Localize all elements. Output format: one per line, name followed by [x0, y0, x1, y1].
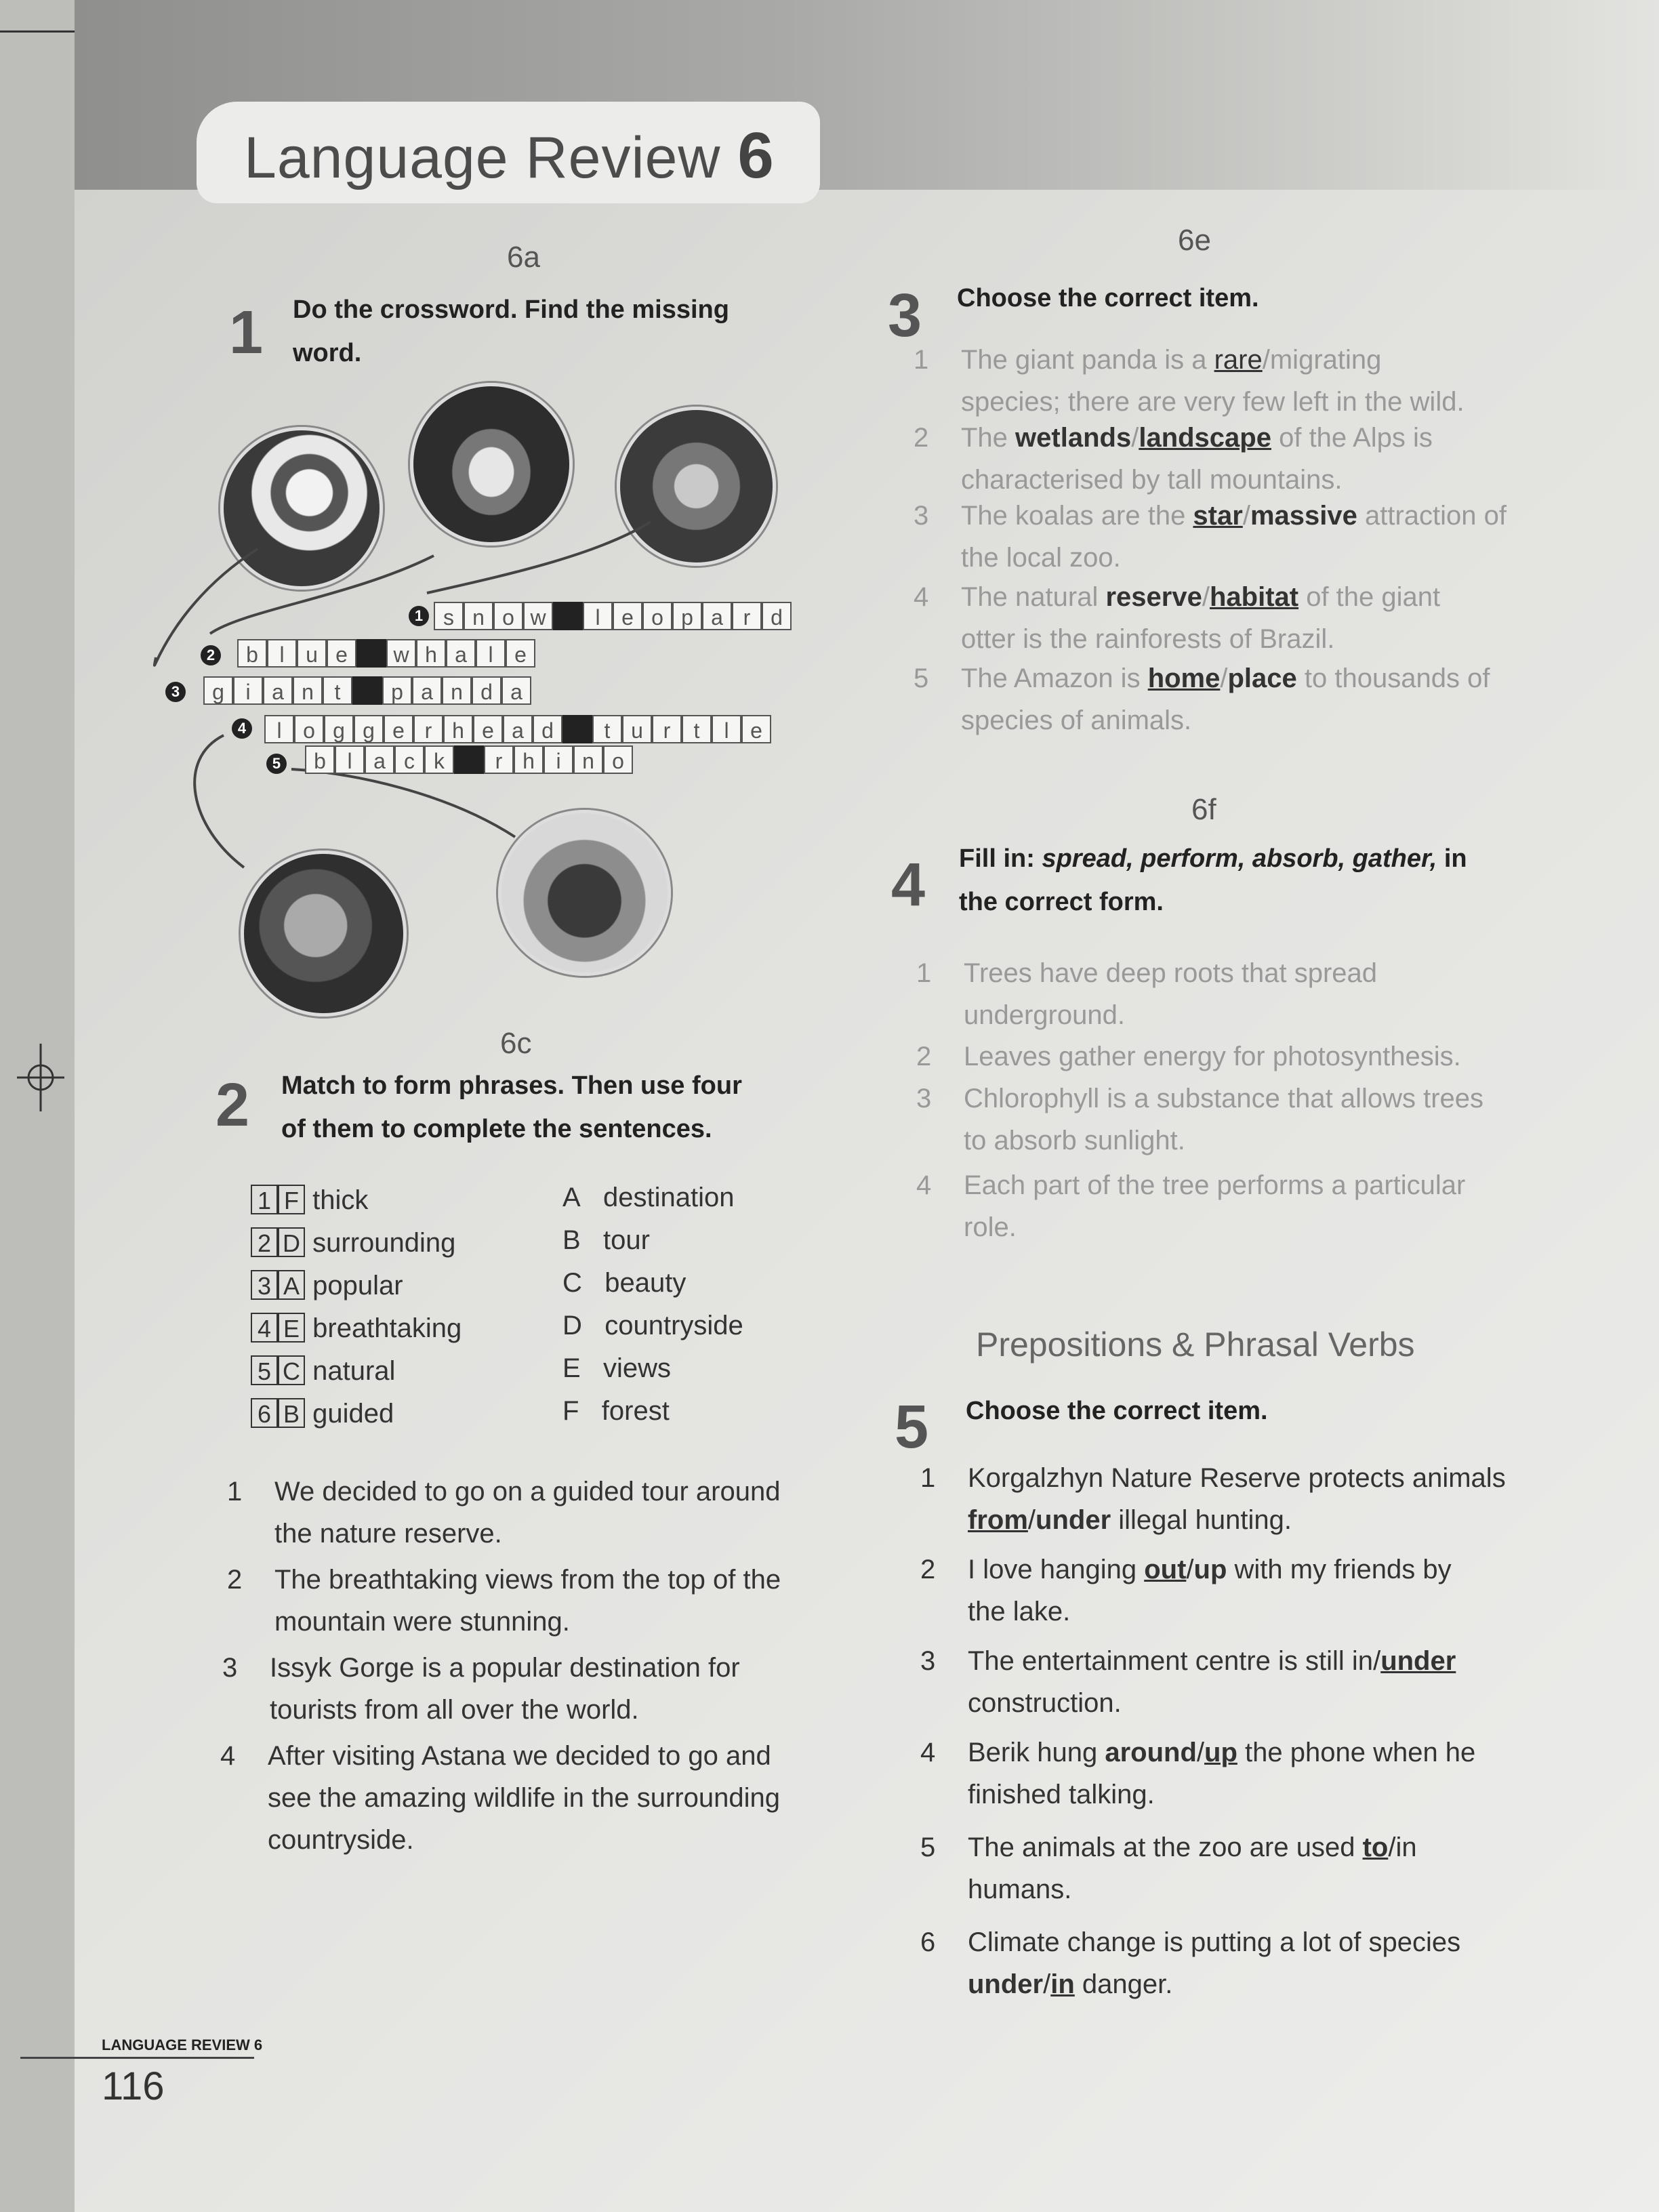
match-right-E — [562, 1353, 671, 1384]
crossword-cell: p — [672, 602, 702, 630]
crossword-cell: u — [297, 639, 327, 668]
match-word: views — [603, 1353, 672, 1383]
crossword-cell: r — [732, 602, 762, 630]
option-1: wetlands — [1015, 423, 1132, 453]
crop-mark — [0, 30, 75, 33]
item-text: with my friends by — [1227, 1555, 1452, 1584]
ex4-item-3 — [916, 1078, 1553, 1162]
exercise-1-number: 1 — [229, 299, 264, 367]
match-left-1 — [251, 1185, 368, 1216]
item-text: illegal hunting. — [1111, 1505, 1292, 1535]
match-answer: B — [278, 1398, 305, 1428]
item-line: otter is the rainforests of Brazil. — [961, 624, 1335, 654]
item-number: 2 — [914, 423, 929, 453]
section-6e: 6e — [1178, 224, 1211, 257]
item-line: finished talking. — [968, 1780, 1155, 1809]
match-word: forest — [601, 1396, 670, 1426]
crossword-black-cell — [454, 745, 484, 774]
crossword-cell: b — [305, 745, 335, 774]
crossword-cell: k — [424, 745, 454, 774]
item-number: 2 — [227, 1565, 243, 1595]
option-1: out — [1144, 1555, 1187, 1584]
crossword-cell: o — [603, 745, 633, 774]
crossword-cell: g — [354, 715, 384, 743]
item-text: Berik hung — [968, 1738, 1105, 1767]
match-word: tour — [603, 1225, 650, 1255]
crossword-cell: a — [412, 676, 442, 705]
item-line: species; there are very few left in the wild. — [961, 387, 1465, 417]
option-2: habitat — [1209, 582, 1299, 612]
crossword-cell: l — [335, 745, 365, 774]
match-answer: F — [278, 1185, 305, 1214]
item-number: 4 — [914, 582, 929, 612]
match-left-2 — [251, 1227, 455, 1258]
match-answer: D — [278, 1227, 305, 1257]
crossword-clue-number: 5 — [266, 754, 287, 774]
match-right-A — [562, 1183, 735, 1213]
crossword-cell: e — [327, 639, 356, 668]
match-left-5 — [251, 1355, 395, 1387]
item-text: attraction of — [1357, 501, 1507, 531]
crossword-cell: o — [642, 602, 672, 630]
crossword-clue-number: 4 — [232, 718, 252, 739]
crossword-cell: o — [493, 602, 523, 630]
match-letter: C — [562, 1268, 582, 1298]
ex3-item-2: 2 The wetlands/landscape of the Alps is characterised by tall mountains. — [914, 417, 1551, 501]
crossword-cell: g — [324, 715, 354, 743]
match-num: 4 — [251, 1313, 278, 1343]
crossword-clue-number: 2 — [201, 645, 221, 665]
ex5-item-4: 4 Berik hung around/up the phone when he finished talking. — [920, 1732, 1578, 1816]
match-answer: E — [278, 1313, 305, 1343]
item-number: 2 — [920, 1555, 936, 1584]
item-line: We decided to go on a guided tour around — [274, 1477, 781, 1507]
match-num: 5 — [251, 1355, 278, 1385]
match-letter: F — [562, 1396, 579, 1426]
match-word: breathtaking — [312, 1313, 462, 1343]
item-number: 3 — [222, 1653, 238, 1683]
ex2-instruction-line1: Match to form phrases. Then use four — [281, 1071, 742, 1100]
item-line: role. — [964, 1212, 1017, 1242]
item-line: After visiting Astana we decided to go and — [268, 1741, 771, 1771]
footer-label: LANGUAGE REVIEW 6 — [102, 2036, 263, 2053]
crossword-cell: r — [413, 715, 443, 743]
item-line: humans. — [968, 1875, 1072, 1904]
crossword-cell: a — [503, 715, 533, 743]
item-number: 5 — [914, 663, 929, 693]
title-text: Language Review — [244, 125, 721, 190]
item-line: see the amazing wildlife in the surrounding — [268, 1783, 780, 1813]
ex2-sentence-1 — [227, 1471, 837, 1555]
match-letter: A — [562, 1183, 581, 1212]
item-number: 3 — [920, 1646, 936, 1676]
option-1: from — [968, 1505, 1028, 1535]
item-number: 2 — [916, 1042, 932, 1071]
item-text: The — [961, 423, 1016, 453]
crossword-cell: l — [267, 639, 297, 668]
crossword-cell: l — [583, 602, 613, 630]
crossword-cell: i — [544, 745, 573, 774]
prepositions-heading: Prepositions & Phrasal Verbs — [976, 1326, 1415, 1364]
item-line: Trees have deep roots that spread — [964, 958, 1377, 988]
crossword-cell: o — [294, 715, 324, 743]
ex4-instruction-a: Fill in: — [959, 844, 1042, 873]
ex5-item-3: 3 The entertainment centre is still in/under construction. — [920, 1640, 1578, 1724]
exercise-2-instruction — [281, 1064, 742, 1151]
match-word: thick — [312, 1185, 369, 1215]
exercise-5-instruction: Choose the correct item. — [966, 1397, 1268, 1425]
item-text: The giant panda is a — [961, 345, 1214, 375]
item-line: species of animals. — [961, 705, 1192, 735]
exercise-2-number: 2 — [216, 1071, 250, 1139]
item-text: of the giant — [1298, 582, 1441, 612]
item-text: to thousands of — [1296, 663, 1490, 693]
match-right-B — [562, 1225, 650, 1256]
crossword-cell: n — [573, 745, 603, 774]
item-line: the local zoo. — [961, 543, 1121, 573]
item-number: 5 — [920, 1832, 936, 1862]
option-1: star — [1193, 501, 1243, 531]
crossword-cell: a — [446, 639, 476, 668]
option-1: to — [1362, 1832, 1389, 1862]
match-word: countryside — [605, 1311, 743, 1340]
match-answer: A — [278, 1270, 305, 1300]
match-num: 1 — [251, 1185, 278, 1214]
ex5-item-5: 5 The animals at the zoo are used to/in humans. — [920, 1826, 1578, 1910]
option-2: under — [1036, 1505, 1111, 1535]
option-2: up — [1193, 1555, 1227, 1584]
exercise-4-number: 4 — [891, 851, 926, 919]
item-line: to absorb sunlight. — [964, 1126, 1185, 1155]
match-left-3 — [251, 1270, 403, 1301]
crossword-cell: e — [613, 602, 642, 630]
crossword-cell: l — [476, 639, 506, 668]
item-line: construction. — [968, 1688, 1122, 1718]
item-number: 4 — [920, 1738, 936, 1767]
item-line: the nature reserve. — [274, 1519, 502, 1549]
crossword-cell: e — [741, 715, 771, 743]
crossword-cell: t — [323, 676, 352, 705]
option-2: migrating — [1269, 345, 1382, 375]
ex4-item-2 — [916, 1036, 1553, 1078]
match-word: surrounding — [312, 1228, 456, 1258]
ex5-item-6: 6 Climate change is putting a lot of species under/in danger. — [920, 1921, 1578, 2005]
item-number: 4 — [916, 1170, 932, 1200]
option-1: around — [1105, 1738, 1197, 1767]
ex5-item-2: 2 I love hanging out/up with my friends by the lake. — [920, 1549, 1578, 1633]
ex4-instruction-words: spread, perform, absorb, gather, — [1042, 844, 1437, 873]
item-line: Issyk Gorge is a popular destination for — [270, 1653, 740, 1683]
ex4-instruction-b: in — [1437, 844, 1467, 873]
option-1: reserve — [1105, 582, 1202, 612]
ex4-item-4 — [916, 1164, 1553, 1248]
crossword-black-cell — [553, 602, 583, 630]
crossword-cell: e — [473, 715, 503, 743]
crossword-black-cell — [562, 715, 592, 743]
match-letter: E — [562, 1353, 581, 1383]
section-6a: 6a — [507, 241, 540, 274]
match-word: guided — [312, 1399, 394, 1429]
match-letter: D — [562, 1311, 582, 1340]
option-1: under — [968, 1969, 1044, 1999]
item-number: 4 — [220, 1741, 236, 1771]
crossword-black-cell — [356, 639, 386, 668]
ex2-instruction-line2: of them to complete the sentences. — [281, 1115, 712, 1143]
ex3-item-5: 5 The Amazon is home/place to thousands of species of animals. — [914, 657, 1551, 741]
item-number: 6 — [920, 1927, 936, 1957]
item-line: Leaves gather energy for photosynthesis. — [964, 1042, 1461, 1071]
crossword-cell: a — [263, 676, 293, 705]
ex3-item-1: 1 The giant panda is a rare/migrating species; there are very few left in the wild. — [914, 339, 1551, 423]
item-number: 1 — [227, 1477, 243, 1507]
item-text: The entertainment centre is still — [968, 1646, 1352, 1676]
crossword-cell: h — [514, 745, 544, 774]
crossword-cell: w — [523, 602, 553, 630]
item-number: 3 — [914, 501, 929, 531]
crossword-cell: p — [382, 676, 412, 705]
item-text: the phone when he — [1237, 1738, 1476, 1767]
match-right-F — [562, 1396, 670, 1427]
crossword-cell: r — [652, 715, 682, 743]
title-number: 6 — [737, 119, 775, 192]
section-6f: 6f — [1191, 793, 1216, 826]
item-line: Korgalzhyn Nature Reserve protects animals — [968, 1463, 1506, 1493]
crossword-cell: l — [712, 715, 741, 743]
item-text: The koalas are the — [961, 501, 1193, 531]
crossword-cell: u — [622, 715, 652, 743]
item-line: Climate change is putting a lot of species — [968, 1927, 1461, 1957]
crossword-cell: h — [416, 639, 446, 668]
crossword-cell: h — [443, 715, 473, 743]
exercise-1-instruction — [293, 288, 729, 375]
crossword-cell: a — [501, 676, 531, 705]
item-number: 3 — [916, 1084, 932, 1113]
option-2: massive — [1250, 501, 1357, 531]
crossword-cell: e — [384, 715, 413, 743]
item-line: The breathtaking views from the top of the — [274, 1565, 781, 1595]
exercise-3-number: 3 — [888, 282, 922, 350]
option-2: in — [1050, 1969, 1075, 1999]
item-line: Each part of the tree performs a particular — [964, 1170, 1466, 1200]
ex2-sentence-2 — [227, 1559, 837, 1643]
crossword-cell: n — [464, 602, 493, 630]
ex2-sentence-3 — [222, 1647, 832, 1731]
match-num: 2 — [251, 1227, 278, 1257]
ex4-instruction-line2: the correct form. — [959, 888, 1164, 916]
crossword-cell: g — [203, 676, 233, 705]
crossword-cell: w — [386, 639, 416, 668]
match-letter: B — [562, 1225, 581, 1255]
ex3-item-4: 4 The natural reserve/habitat of the giant otter is the rainforests of Brazil. — [914, 576, 1551, 660]
item-line: Chlorophyll is a substance that allows trees — [964, 1084, 1484, 1113]
item-number: 1 — [920, 1463, 936, 1493]
crossword-cell: d — [762, 602, 792, 630]
option-2: landscape — [1139, 423, 1271, 453]
item-text: The animals at the zoo are used — [968, 1832, 1363, 1862]
exercise-5-number: 5 — [895, 1393, 929, 1461]
crossword-cell: t — [592, 715, 622, 743]
crossword-cell: s — [434, 602, 464, 630]
match-word: natural — [312, 1356, 396, 1386]
option-1: in — [1351, 1646, 1374, 1676]
crossword-clue-number: 3 — [165, 682, 186, 702]
crossword-cell: r — [484, 745, 514, 774]
item-line: the lake. — [968, 1597, 1071, 1626]
crossword-cell: n — [293, 676, 323, 705]
item-text: danger. — [1074, 1969, 1173, 1999]
crossword-cell: e — [506, 639, 535, 668]
section-6c: 6c — [500, 1027, 532, 1060]
page-number: 116 — [102, 2064, 165, 2108]
item-line: tourists from all over the world. — [270, 1695, 639, 1725]
ex1-instruction-line2: word. — [293, 339, 362, 367]
exercise-3-instruction: Choose the correct item. — [957, 284, 1259, 312]
crossword-cell: a — [702, 602, 732, 630]
item-text: The Amazon is — [961, 663, 1148, 693]
option-1: home — [1147, 663, 1221, 693]
page-title — [244, 119, 775, 193]
crossword-cell: n — [442, 676, 472, 705]
ex2-sentence-4 — [220, 1735, 830, 1861]
option-2: up — [1204, 1738, 1237, 1767]
item-number: 1 — [914, 345, 929, 375]
match-num: 6 — [251, 1398, 278, 1428]
crossword-cell: d — [472, 676, 501, 705]
ex4-item-1 — [916, 952, 1553, 1036]
crossword-black-cell — [352, 676, 382, 705]
match-word: popular — [312, 1271, 403, 1300]
option-2: under — [1380, 1646, 1456, 1676]
match-right-D — [562, 1311, 743, 1341]
option-2: in — [1395, 1832, 1417, 1862]
crossword-cell: i — [233, 676, 263, 705]
item-number: 1 — [916, 958, 932, 988]
match-right-C — [562, 1268, 686, 1298]
option-2: place — [1227, 663, 1297, 693]
crossword-cell: b — [237, 639, 267, 668]
ex1-instruction-line1: Do the crossword. Find the missing — [293, 295, 729, 324]
match-answer: C — [278, 1355, 305, 1385]
match-left-6 — [251, 1398, 394, 1429]
crossword-cell: d — [533, 715, 562, 743]
item-line: characterised by tall mountains. — [961, 465, 1343, 495]
match-num: 3 — [251, 1270, 278, 1300]
match-word: beauty — [605, 1268, 687, 1298]
crossword-cell: l — [264, 715, 294, 743]
registration-mark-icon — [17, 1044, 64, 1111]
ex5-item-1: 1 Korgalzhyn Nature Reserve protects animals from/under illegal hunting. — [920, 1457, 1578, 1541]
footer-rule — [20, 2057, 254, 2059]
match-left-4 — [251, 1313, 462, 1344]
exercise-4-instruction — [959, 837, 1467, 924]
item-text: The natural — [961, 582, 1106, 612]
item-text: I love hanging — [968, 1555, 1145, 1584]
crossword-cell: t — [682, 715, 712, 743]
crossword-clue-number: 1 — [409, 606, 429, 626]
item-line: mountain were stunning. — [274, 1607, 570, 1637]
crossword-cell: a — [365, 745, 394, 774]
item-text: of the Alps is — [1271, 423, 1433, 453]
item-line: countryside. — [268, 1825, 414, 1855]
option-1: rare — [1214, 345, 1263, 375]
item-line: underground. — [964, 1000, 1125, 1030]
crossword-cell: c — [394, 745, 424, 774]
match-word: destination — [603, 1183, 735, 1212]
ex3-item-3: 3 The koalas are the star/massive attraction of the local zoo. — [914, 495, 1551, 579]
